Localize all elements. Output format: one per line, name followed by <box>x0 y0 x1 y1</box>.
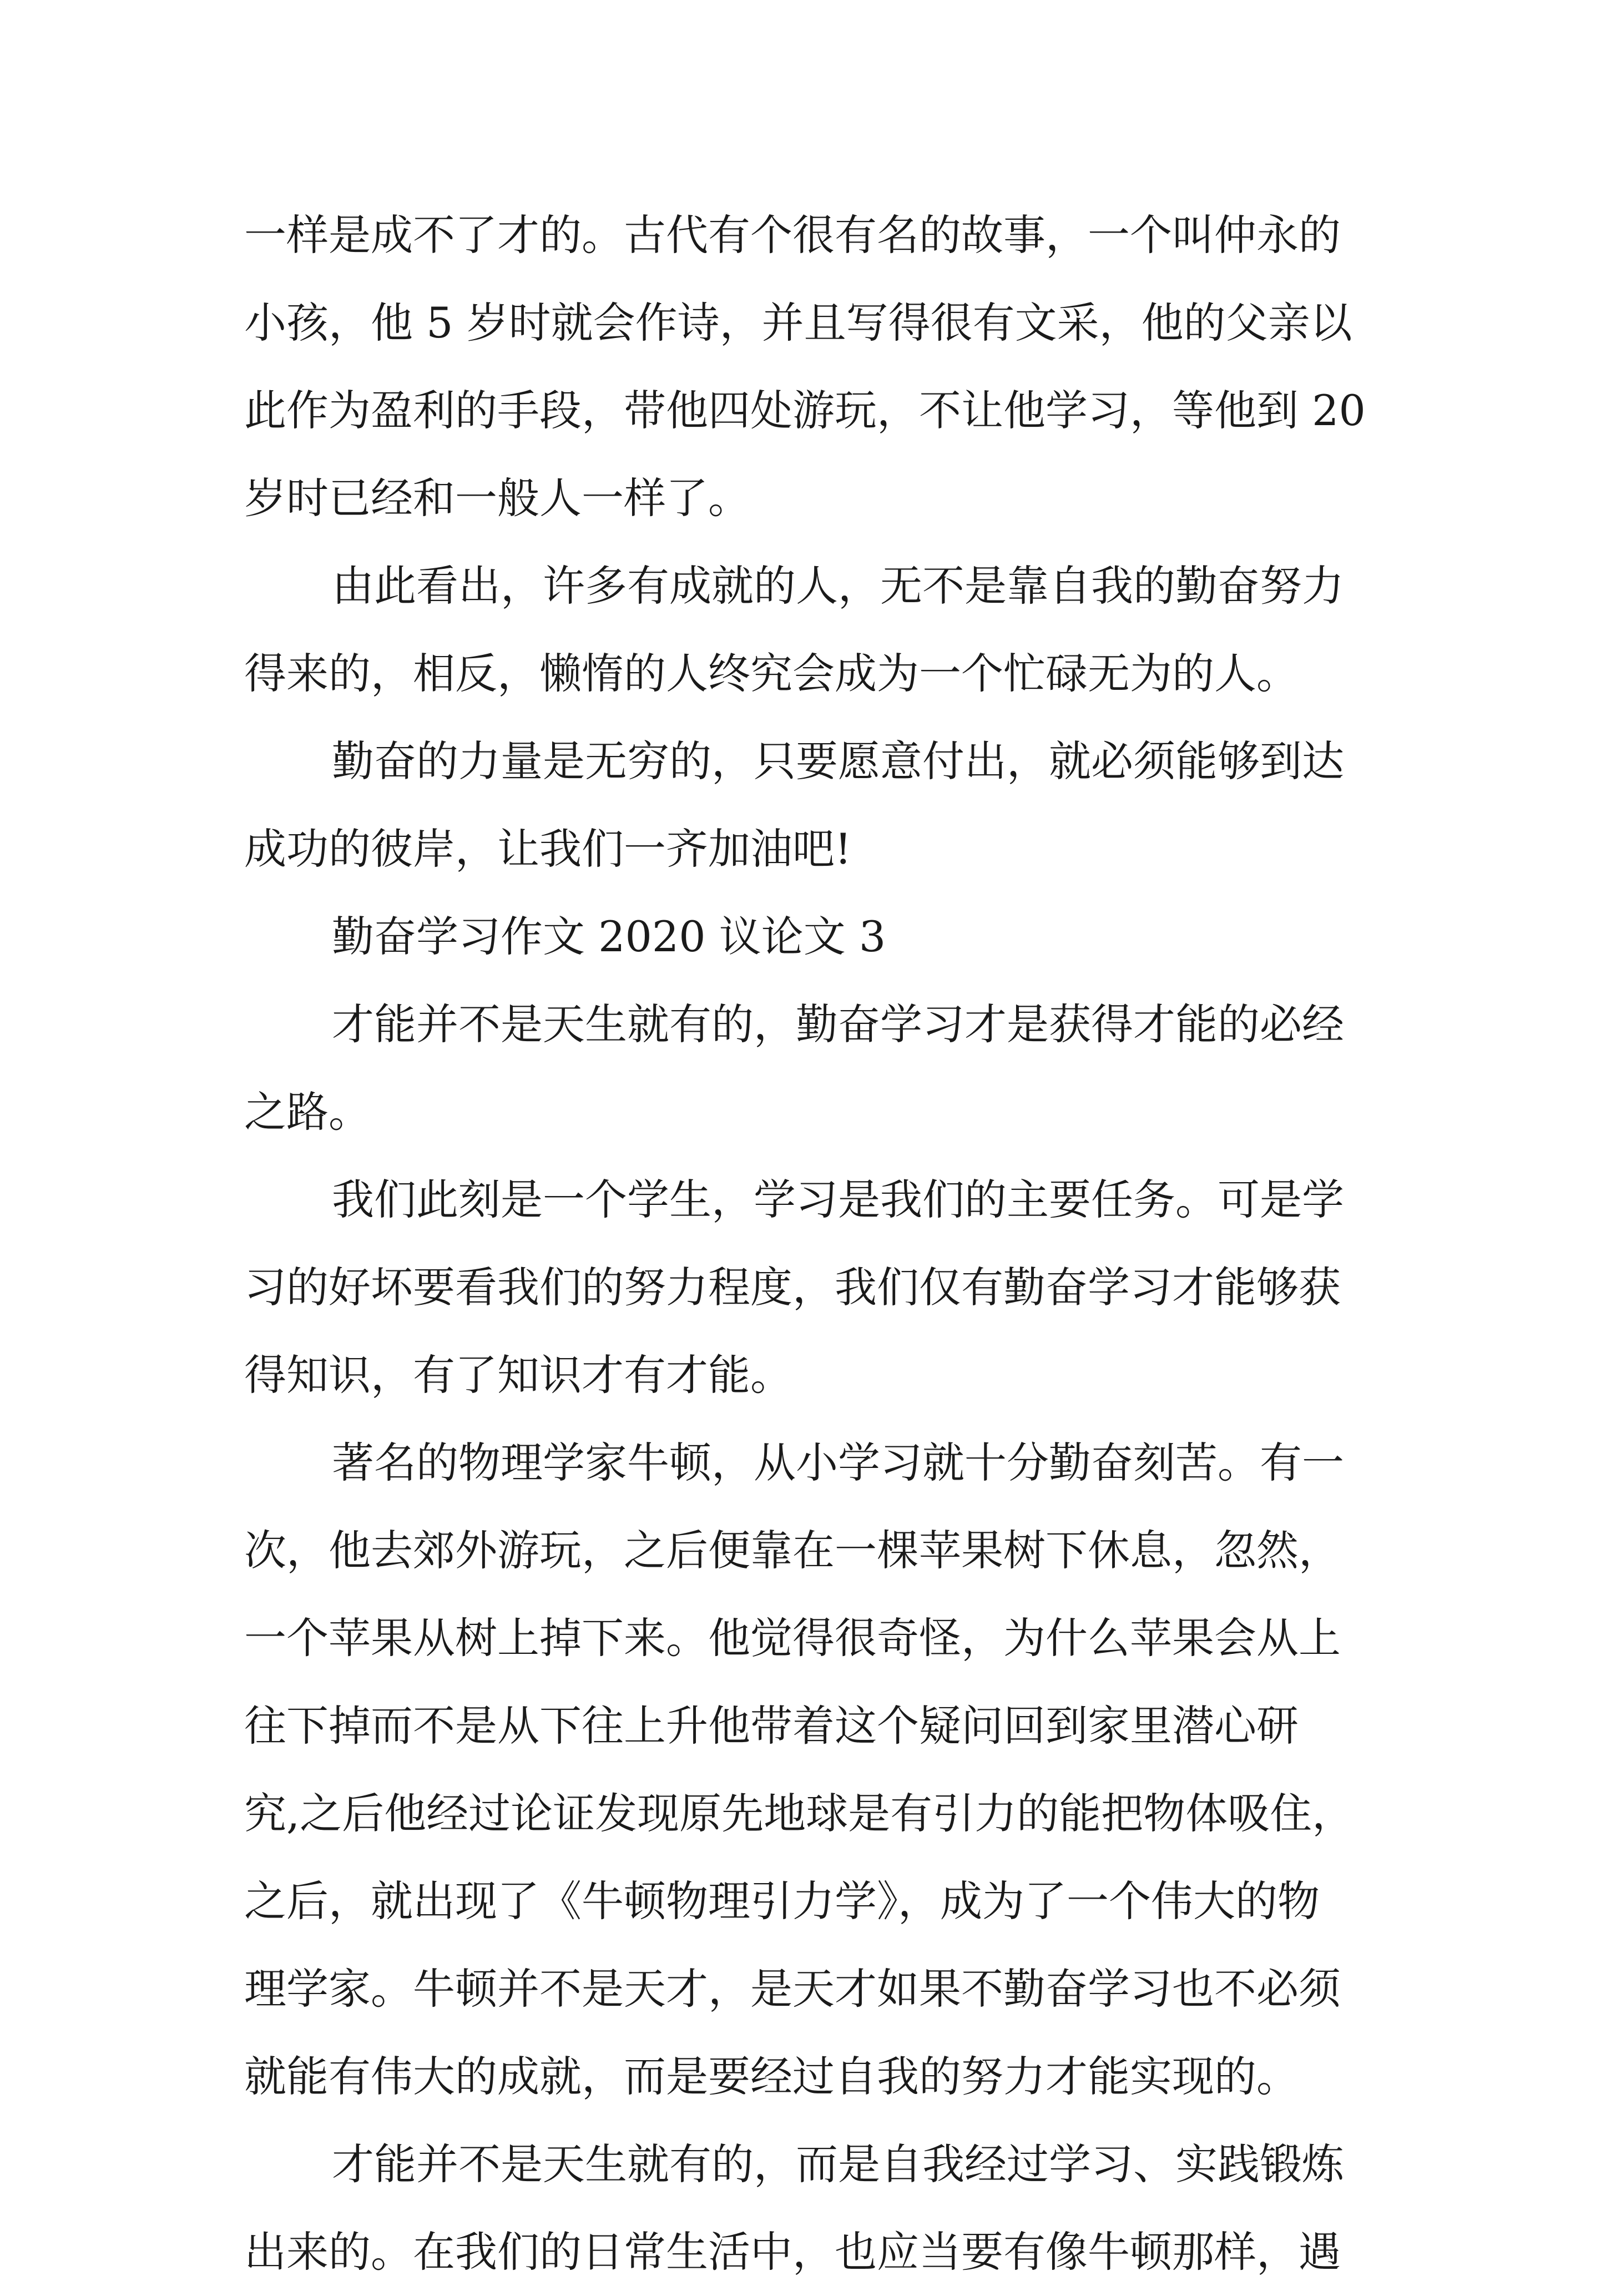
text-line: 之路。 <box>244 1087 371 1137</box>
text-line: 究,之后他经过论证发现原先地球是有引力的能把物体吸住， <box>244 1789 1355 1838</box>
text-line: 得知识，有了知识才有才能。 <box>244 1350 792 1400</box>
text-line: 一个苹果从树上掉下来。他觉得很奇怪，为什么苹果会从上 <box>244 1613 1341 1663</box>
paragraph-first-line: 才能并不是天生就有的，勤奋学习才是获得才能的必经 <box>332 1000 1344 1049</box>
text-line: 理学家。牛顿并不是天才，是天才如果不勤奋学习也不必须 <box>244 1964 1341 2014</box>
text-line: 往下掉而不是从下往上升他带着这个疑问回到家里潜心研 <box>244 1701 1299 1750</box>
text-line: 岁时已经和一般人一样了。 <box>244 473 750 523</box>
text-line: 得来的，相反，懒惰的人终究会成为一个忙碌无为的人。 <box>244 649 1299 698</box>
paragraph-first-line: 由此看出，许多有成就的人，无不是靠自我的勤奋努力 <box>332 561 1344 610</box>
text-line: 之后，就出现了《牛顿物理引力学》，成为了一个伟大的物 <box>244 1876 1320 1926</box>
text-line: 出来的。在我们的日常生活中，也应当要有像牛顿那样，遇 <box>244 2227 1341 2277</box>
text-line: 就能有伟大的成就，而是要经过自我的努力才能实现的。 <box>244 2052 1299 2101</box>
text-line: 此作为盈利的手段，带他四处游玩，不让他学习，等他到 20 <box>244 386 1366 435</box>
paragraph-first-line: 才能并不是天生就有的，而是自我经过学习、实践锻炼 <box>332 2139 1344 2189</box>
paragraph-first-line: 著名的物理学家牛顿，从小学习就十分勤奋刻苦。有一 <box>332 1438 1344 1487</box>
body-text <box>244 191 1376 2296</box>
section-heading: 勤奋学习作文 2020 议论文 3 <box>332 912 886 961</box>
text-line: 一样是成不了才的。古代有个很有名的故事，一个叫仲永的 <box>244 210 1341 260</box>
text-line: 小孩，他 5 岁时就会作诗，并且写得很有文采，他的父亲以 <box>244 298 1352 347</box>
text-line: 成功的彼岸，让我们一齐加油吧! <box>244 824 852 874</box>
paragraph-first-line: 我们此刻是一个学生，学习是我们的主要任务。可是学 <box>332 1175 1344 1224</box>
text-line: 习的好坏要看我们的努力程度，我们仅有勤奋学习才能够获 <box>244 1263 1341 1312</box>
text-line: 次，他去郊外游玩，之后便靠在一棵苹果树下休息，忽然， <box>244 1526 1341 1575</box>
paragraph-first-line: 勤奋的力量是无穷的，只要愿意付出，就必须能够到达 <box>332 736 1344 786</box>
